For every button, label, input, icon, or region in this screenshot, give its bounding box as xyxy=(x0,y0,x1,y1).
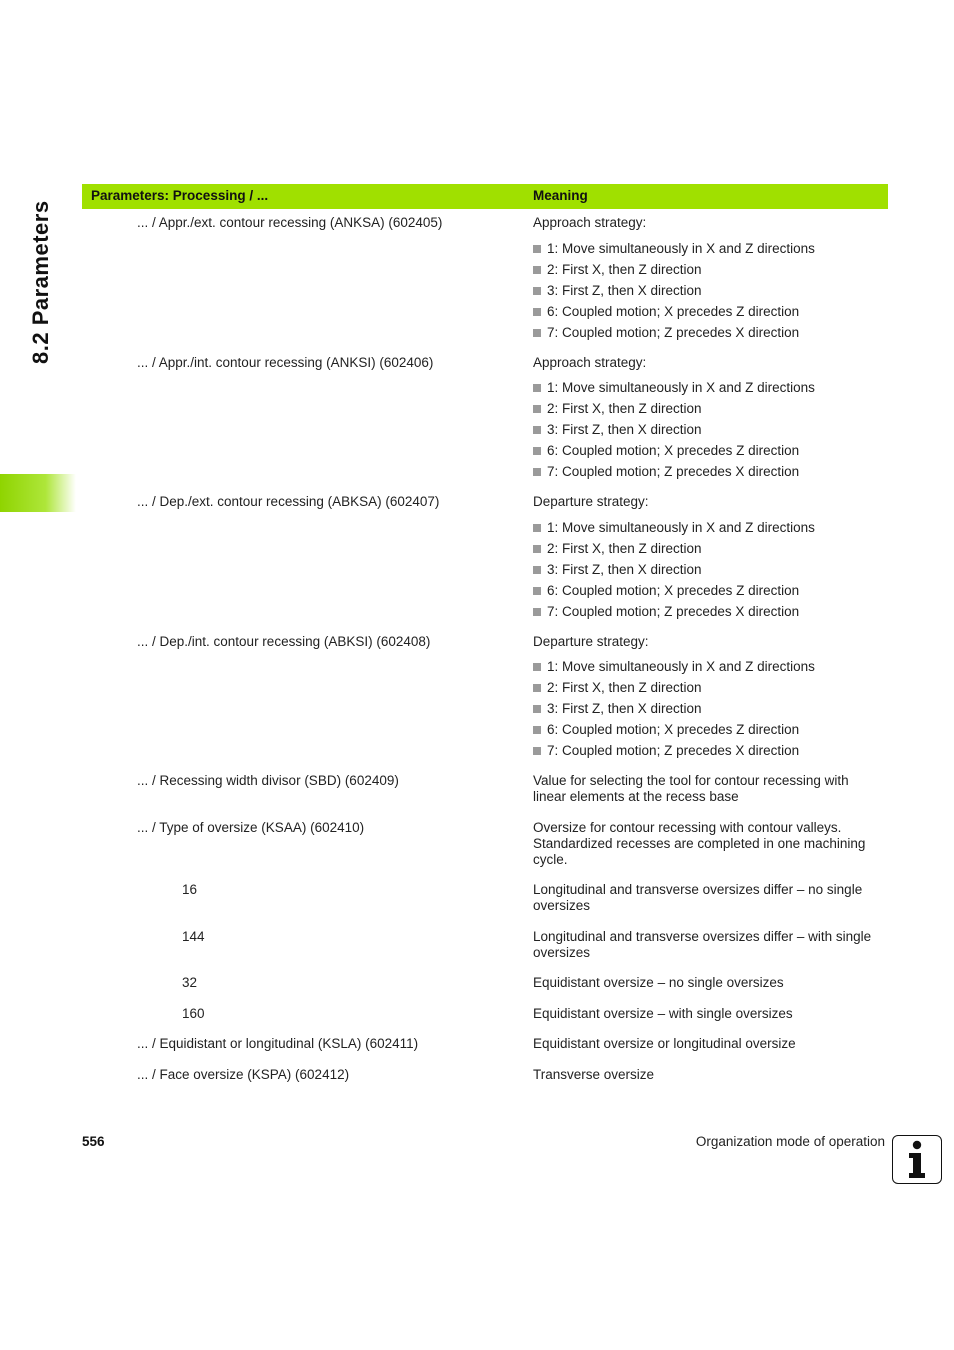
bullet-square-icon xyxy=(533,663,541,671)
table-header xyxy=(82,184,888,209)
list-item: 2: First X, then Z direction xyxy=(533,680,815,701)
param-name: ... / Appr./int. contour recessing (ANKSI) (602406) xyxy=(137,355,434,370)
list-item: 3: First Z, then X direction xyxy=(533,422,815,443)
list-item: 2: First X, then Z direction xyxy=(533,262,815,283)
param-value: 160 xyxy=(182,1006,205,1021)
bullet-square-icon xyxy=(533,747,541,755)
bullet-square-icon xyxy=(533,705,541,713)
bullet-square-icon xyxy=(533,308,541,316)
info-icon xyxy=(892,1135,942,1184)
bullet-square-icon xyxy=(533,405,541,413)
bullet-square-icon xyxy=(533,266,541,274)
param-meaning: Value for selecting the tool for contour recessing with linear elements at the recess base xyxy=(533,773,849,804)
param-meaning: Equidistant oversize – with single oversizes xyxy=(533,1006,793,1021)
info-glyph xyxy=(893,1136,940,1182)
bullet-square-icon xyxy=(533,245,541,253)
param-meaning: Oversize for contour recessing with contour valleys. Standardized recesses are completed in one machining cycle. xyxy=(533,820,866,867)
param-meaning: Longitudinal and transverse oversizes differ – no single oversizes xyxy=(533,882,863,913)
param-meaning: Departure strategy: xyxy=(533,634,649,649)
list-item: 1: Move simultaneously in X and Z directions xyxy=(533,520,815,541)
bullet-square-icon xyxy=(533,726,541,734)
param-meaning: Equidistant oversize – no single oversizes xyxy=(533,975,784,990)
param-value: 32 xyxy=(182,975,198,990)
param-meaning: Longitudinal and transverse oversizes differ – with single oversizes xyxy=(533,929,872,960)
param-name: ... / Recessing width divisor (SBD) (602409) xyxy=(137,773,399,788)
option-list xyxy=(533,241,815,346)
bullet-square-icon xyxy=(533,468,541,476)
list-item: 6: Coupled motion; X precedes Z direction xyxy=(533,583,815,604)
bullet-square-icon xyxy=(533,684,541,692)
option-list xyxy=(533,659,815,764)
section-side-title: 8.2 Parameters xyxy=(28,200,53,364)
bullet-square-icon xyxy=(533,545,541,553)
param-name: ... / Equidistant or longitudinal (KSLA) (602411) xyxy=(137,1036,419,1051)
bullet-square-icon xyxy=(533,447,541,455)
list-item: 6: Coupled motion; X precedes Z direction xyxy=(533,722,815,743)
list-item: 7: Coupled motion; Z precedes X direction xyxy=(533,743,815,764)
header-parameters: Parameters: Processing / ... xyxy=(91,188,269,203)
list-item: 3: First Z, then X direction xyxy=(533,562,815,583)
section-thumb-tab xyxy=(0,474,76,512)
param-meaning: Approach strategy: xyxy=(533,215,647,230)
option-list xyxy=(533,520,815,625)
param-name: ... / Dep./ext. contour recessing (ABKSA) (602407) xyxy=(137,494,440,509)
bullet-square-icon xyxy=(533,608,541,616)
list-item: 3: First Z, then X direction xyxy=(533,283,815,304)
param-value: 144 xyxy=(182,929,205,944)
list-item: 1: Move simultaneously in X and Z directions xyxy=(533,380,815,401)
option-list xyxy=(533,380,815,485)
param-name: ... / Appr./ext. contour recessing (ANKSA) (602405) xyxy=(137,215,443,230)
list-item: 6: Coupled motion; X precedes Z direction xyxy=(533,443,815,464)
list-item: 1: Move simultaneously in X and Z directions xyxy=(533,241,815,262)
page-number: 556 xyxy=(82,1134,105,1149)
bullet-square-icon xyxy=(533,426,541,434)
list-item: 7: Coupled motion; Z precedes X direction xyxy=(533,325,815,346)
list-item: 2: First X, then Z direction xyxy=(533,541,815,562)
param-name: ... / Type of oversize (KSAA) (602410) xyxy=(137,820,365,835)
header-meaning: Meaning xyxy=(533,188,588,203)
bullet-square-icon xyxy=(533,566,541,574)
list-item: 6: Coupled motion; X precedes Z direction xyxy=(533,304,815,325)
param-name: ... / Dep./int. contour recessing (ABKSI) (602408) xyxy=(137,634,431,649)
list-item: 1: Move simultaneously in X and Z directions xyxy=(533,659,815,680)
param-meaning: Equidistant oversize or longitudinal oversize xyxy=(533,1036,796,1051)
param-meaning: Approach strategy: xyxy=(533,355,647,370)
list-item: 2: First X, then Z direction xyxy=(533,401,815,422)
bullet-square-icon xyxy=(533,384,541,392)
bullet-square-icon xyxy=(533,329,541,337)
bullet-square-icon xyxy=(533,287,541,295)
param-meaning: Transverse oversize xyxy=(533,1067,655,1082)
chapter-title: Organization mode of operation xyxy=(695,1134,885,1149)
list-item: 7: Coupled motion; Z precedes X direction xyxy=(533,464,815,485)
list-item: 3: First Z, then X direction xyxy=(533,701,815,722)
bullet-square-icon xyxy=(533,587,541,595)
param-meaning: Departure strategy: xyxy=(533,494,649,509)
param-value: 16 xyxy=(182,882,198,897)
list-item: 7: Coupled motion; Z precedes X direction xyxy=(533,604,815,625)
param-name: ... / Face oversize (KSPA) (602412) xyxy=(137,1067,350,1082)
bullet-square-icon xyxy=(533,524,541,532)
